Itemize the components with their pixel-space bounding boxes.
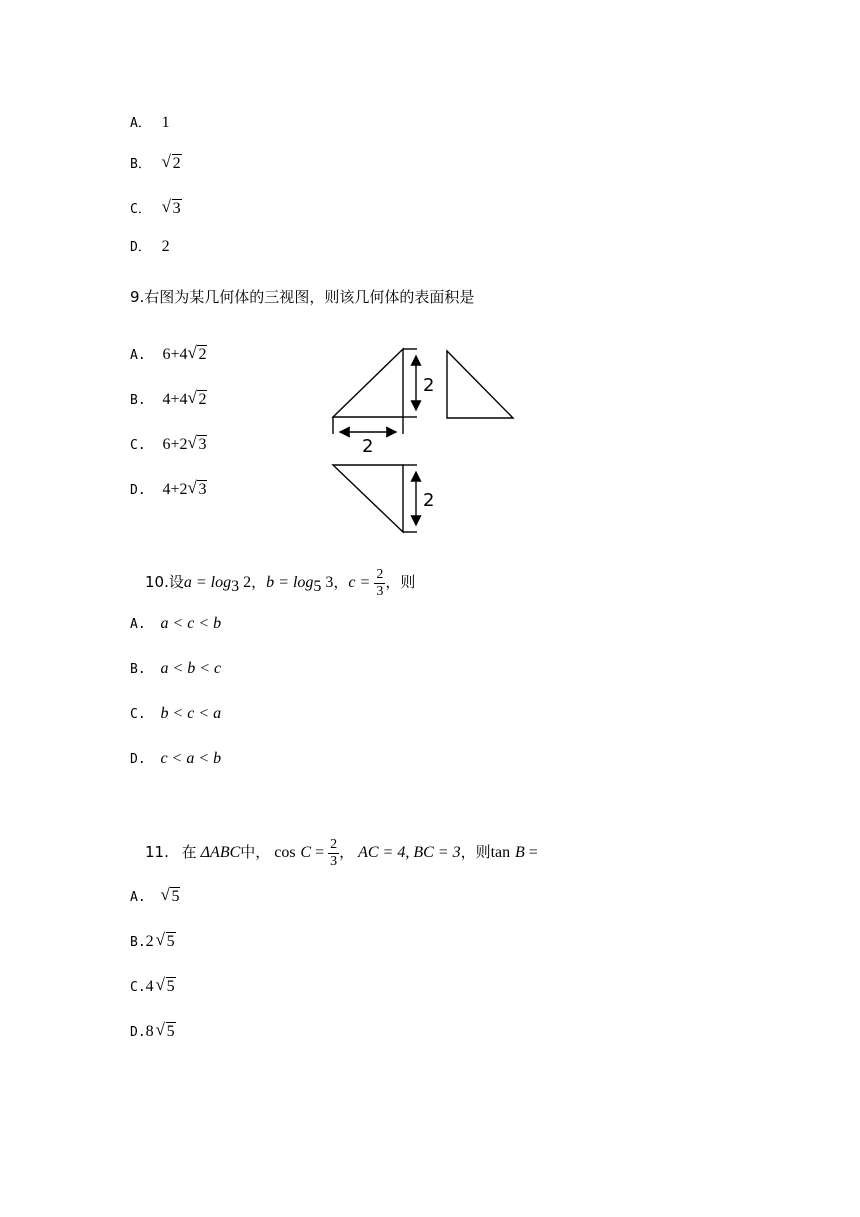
q11-option-d [130,1021,176,1043]
radicand: 2 [198,346,207,363]
option-prefix: 4+4 [162,391,188,408]
a-definition: a = log [183,574,232,591]
option-label: A. [130,348,146,363]
option-expression: a < b < c [160,660,222,677]
sqrt-expression [160,887,180,907]
option-label: A. [130,617,146,632]
option-coefficient: 2 [145,933,154,950]
q8-option-c [130,198,182,220]
separator: ， [339,843,355,861]
q10-stem [145,564,415,605]
option-label: C. [130,707,146,722]
q11-option-b [130,931,176,953]
radicand: 3 [172,200,181,217]
radicand: 5 [171,888,180,905]
side-view-triangle [447,351,513,418]
q9-option-d [130,479,207,501]
option-prefix: 6+2 [162,436,188,453]
a-base: 3 [231,578,240,595]
equals: = [524,844,538,861]
triangle-name: ΔABC [200,844,241,861]
sqrt-expression [187,390,207,410]
q8-option-b [130,153,182,175]
option-prefix: 4+2 [162,481,188,498]
separator: ， [251,573,267,591]
sqrt-expression [162,154,182,174]
a-argument: 2 [239,574,252,591]
option-value: 1 [161,114,170,131]
q9-option-c [130,434,207,456]
option-label: D. [130,483,146,498]
option-label: C. [130,980,146,995]
q11-option-c [130,976,176,998]
sqrt-expression [187,345,207,365]
q10-number: 10. [145,573,169,591]
option-expression: c < a < b [160,750,222,767]
fraction-numerator: 2 [376,566,384,582]
q10-tail: ，则 [385,573,416,591]
angle-b: B [514,844,525,861]
sqrt-expression [162,199,182,219]
fraction-denominator: 3 [330,853,338,869]
cos-fraction [328,837,339,870]
option-label: D. [130,1025,146,1040]
dim-label-front-height: 2 [423,375,435,396]
option-label: B． [130,157,151,172]
sqrt-expression [156,932,176,952]
q10-option-a [130,613,221,635]
q8-option-d [130,236,170,258]
option-label: D. [130,752,146,767]
tan-function: tan [490,844,511,861]
radicand: 3 [198,481,207,498]
fraction-denominator: 3 [376,583,384,599]
radicand: 5 [166,978,175,995]
option-coefficient: 8 [145,1023,154,1040]
radicand: 5 [166,933,175,950]
c-definition: c = [348,574,375,591]
q10-set: 设 [168,573,184,591]
radicand: 5 [166,1023,175,1040]
q10-option-b [130,658,221,680]
separator: ， [333,573,349,591]
sqrt-expression [156,977,176,997]
option-prefix: 6+4 [162,346,188,363]
q11-then: ，则 [460,843,491,861]
fraction-numerator: 2 [330,836,338,852]
q11-stem [145,834,538,871]
q11-zhong: 中， [240,843,271,861]
b-argument: 3 [321,574,334,591]
front-view-triangle [333,349,403,417]
cos-function: cos [274,844,296,861]
dim-label-top-height: 2 [423,490,435,511]
option-label: B. [130,935,146,950]
radicand: 3 [198,436,207,453]
equals: = [311,844,329,861]
q8-option-a [130,112,170,134]
b-base: 5 [313,578,322,595]
sqrt-expression [156,1022,176,1042]
angle-c: C [300,844,312,861]
side-lengths: AC = 4, BC = 3 [358,844,461,861]
option-expression: a < c < b [160,615,222,632]
q9-option-a [130,344,207,366]
option-label: B. [130,662,146,677]
q9-stem: 9.右图为某几何体的三视图，则该几何体的表面积是 [130,288,475,306]
b-definition: b = log [266,574,314,591]
q9-option-b [130,389,207,411]
three-view-figure [330,345,520,537]
option-label: D． [130,240,151,255]
sqrt-expression [187,435,207,455]
q11-in: 在 [181,843,197,861]
radicand: 2 [198,391,207,408]
option-expression: b < c < a [160,705,222,722]
q11-number: 11. [145,843,169,861]
option-label: A. [130,890,146,905]
sqrt-expression [187,480,207,500]
dim-label-front-width: 2 [362,436,374,457]
q11-option-a [130,886,180,908]
top-view-triangle [333,465,403,532]
q10-option-d [130,748,221,770]
option-value: 2 [161,238,170,255]
option-label: C． [130,202,151,217]
option-label: B. [130,393,146,408]
option-label: A． [130,116,151,131]
q10-option-c [130,703,221,725]
option-coefficient: 4 [145,978,154,995]
option-label: C. [130,438,146,453]
c-fraction [374,567,385,600]
radicand: 2 [172,155,181,172]
